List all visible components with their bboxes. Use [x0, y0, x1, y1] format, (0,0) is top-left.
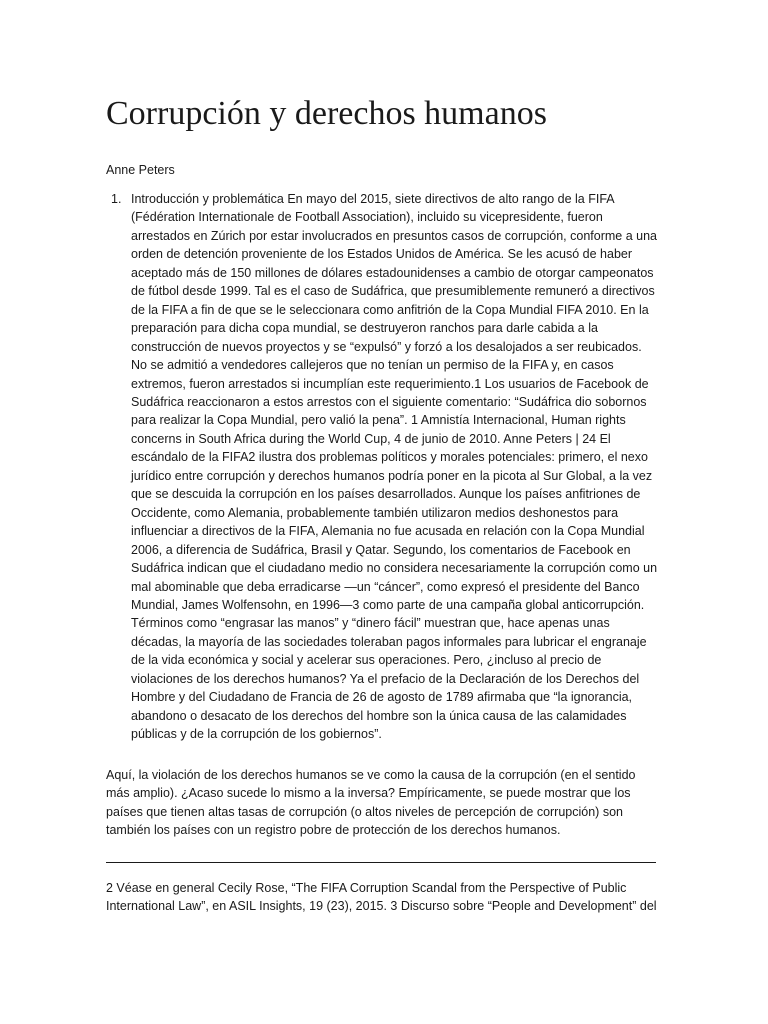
author-name: Anne Peters [106, 163, 175, 177]
body-paragraph: Aquí, la violación de los derechos humanos se ve como la causa de la corrupción (en el sentido más amplio). ¿Acaso sucede lo mismo a la inversa? Empíricamente, se puede mostrar que los países que tienen altas tasas de corrupción (o altos niveles de percepción de corrupción) son también los países con un registro pobre de protección de los derechos humanos. [106, 768, 636, 838]
list-item-text: Introducción y problemática En mayo del 2015, siete directivos de alto rango de la FIFA (Fédération Internationale de Football Association), incluido su vicepresidente, fueron arrestados en Zúrich por estar involucrados en presuntos casos de corrupción, conforme a una orden de detención proveniente de los Estados Unidos de América. Se les acusó de haber aceptado más de 150 millones de dólares estadounidenses a cambio de otorgar campeonatos de fútbol desde 1999. Tal es el caso de Sudáfrica, que presumiblemente remuneró a directivos de la FIFA a fin de que se le seleccionara como anfitrión de la Copa Mundial FIFA 2010. En la preparación para dicha copa mundial, se destruyeron ranchos para darle cabida a la construcción de nuevos proyectos y se “expulsó” y forzó a los desalojados a ser reubicados. No se admitió a vendedores callejeros que no tenían un permiso de la FIFA y, en casos extremos, fueron arrestados si incumplían este requerimiento.1 Los usuarios de Facebook de Sudáfrica reaccionaron a estos arrestos con el siguiente comentario: “Sudáfrica dio sobornos para realizar la Copa Mundial, pero valió la pena”. 1 Amnistía Internacional, Human rights concerns in South Africa during the World Cup, 4 de junio de 2010. Anne Peters | 24 El escándalo de la FIFA2 ilustra dos problemas políticos y morales potenciales: primero, el nexo jurídico entre corrupción y derechos humanos podría poner en la picota al Sur Global, a la vez que se descuida la corrupción en los países desarrollados. Aunque los países anfitriones de Occidente, como Alemania, probablemente también utilizaron medios deshonestos para influenciar a directivos de la FIFA, Alemania no fue acusada en relación con la Copa Mundial 2006, a diferencia de Sudáfrica, Brasil y Qatar. Segundo, los comentarios de Facebook en Sudáfrica indican que el ciudadano medio no considera necesariamente la corrupción como un mal abominable que deba erradicarse —un “cáncer”, como expresó el presidente del Banco Mundial, James Wolfensohn, en 1996—3 como parte de una campaña global anticorrupción. Términos como “engrasar las manos” y “dinero fácil” muestran que, hace apenas unas décadas, la mayoría de las sociedades toleraban pagos informales para lubricar el engranaje de la vida económica y social y acelerar sus operaciones. Pero, ¿incluso al precio de violaciones de los derechos humanos? Ya el prefacio de la Declaración de los Derechos del Hombre y del Ciudadano de Francia de 26 de agosto de 1789 afirmaba que “la ignorancia, abandono o desacato de los derechos del hombre son la única causa de las calamidades públicas y de la corrupción de los gobiernos”. [131, 192, 658, 742]
footnote-divider [106, 862, 656, 863]
document-title: Corrupción y derechos humanos [106, 95, 547, 132]
footnotes-text: 2 Véase en general Cecily Rose, “The FIFA Corruption Scandal from the Perspective of Public International Law”, en ASIL Insights, 19 (23), 2015. 3 Discurso sobre “People and Development” del [106, 881, 657, 914]
list-item-number: 1. [111, 192, 122, 206]
